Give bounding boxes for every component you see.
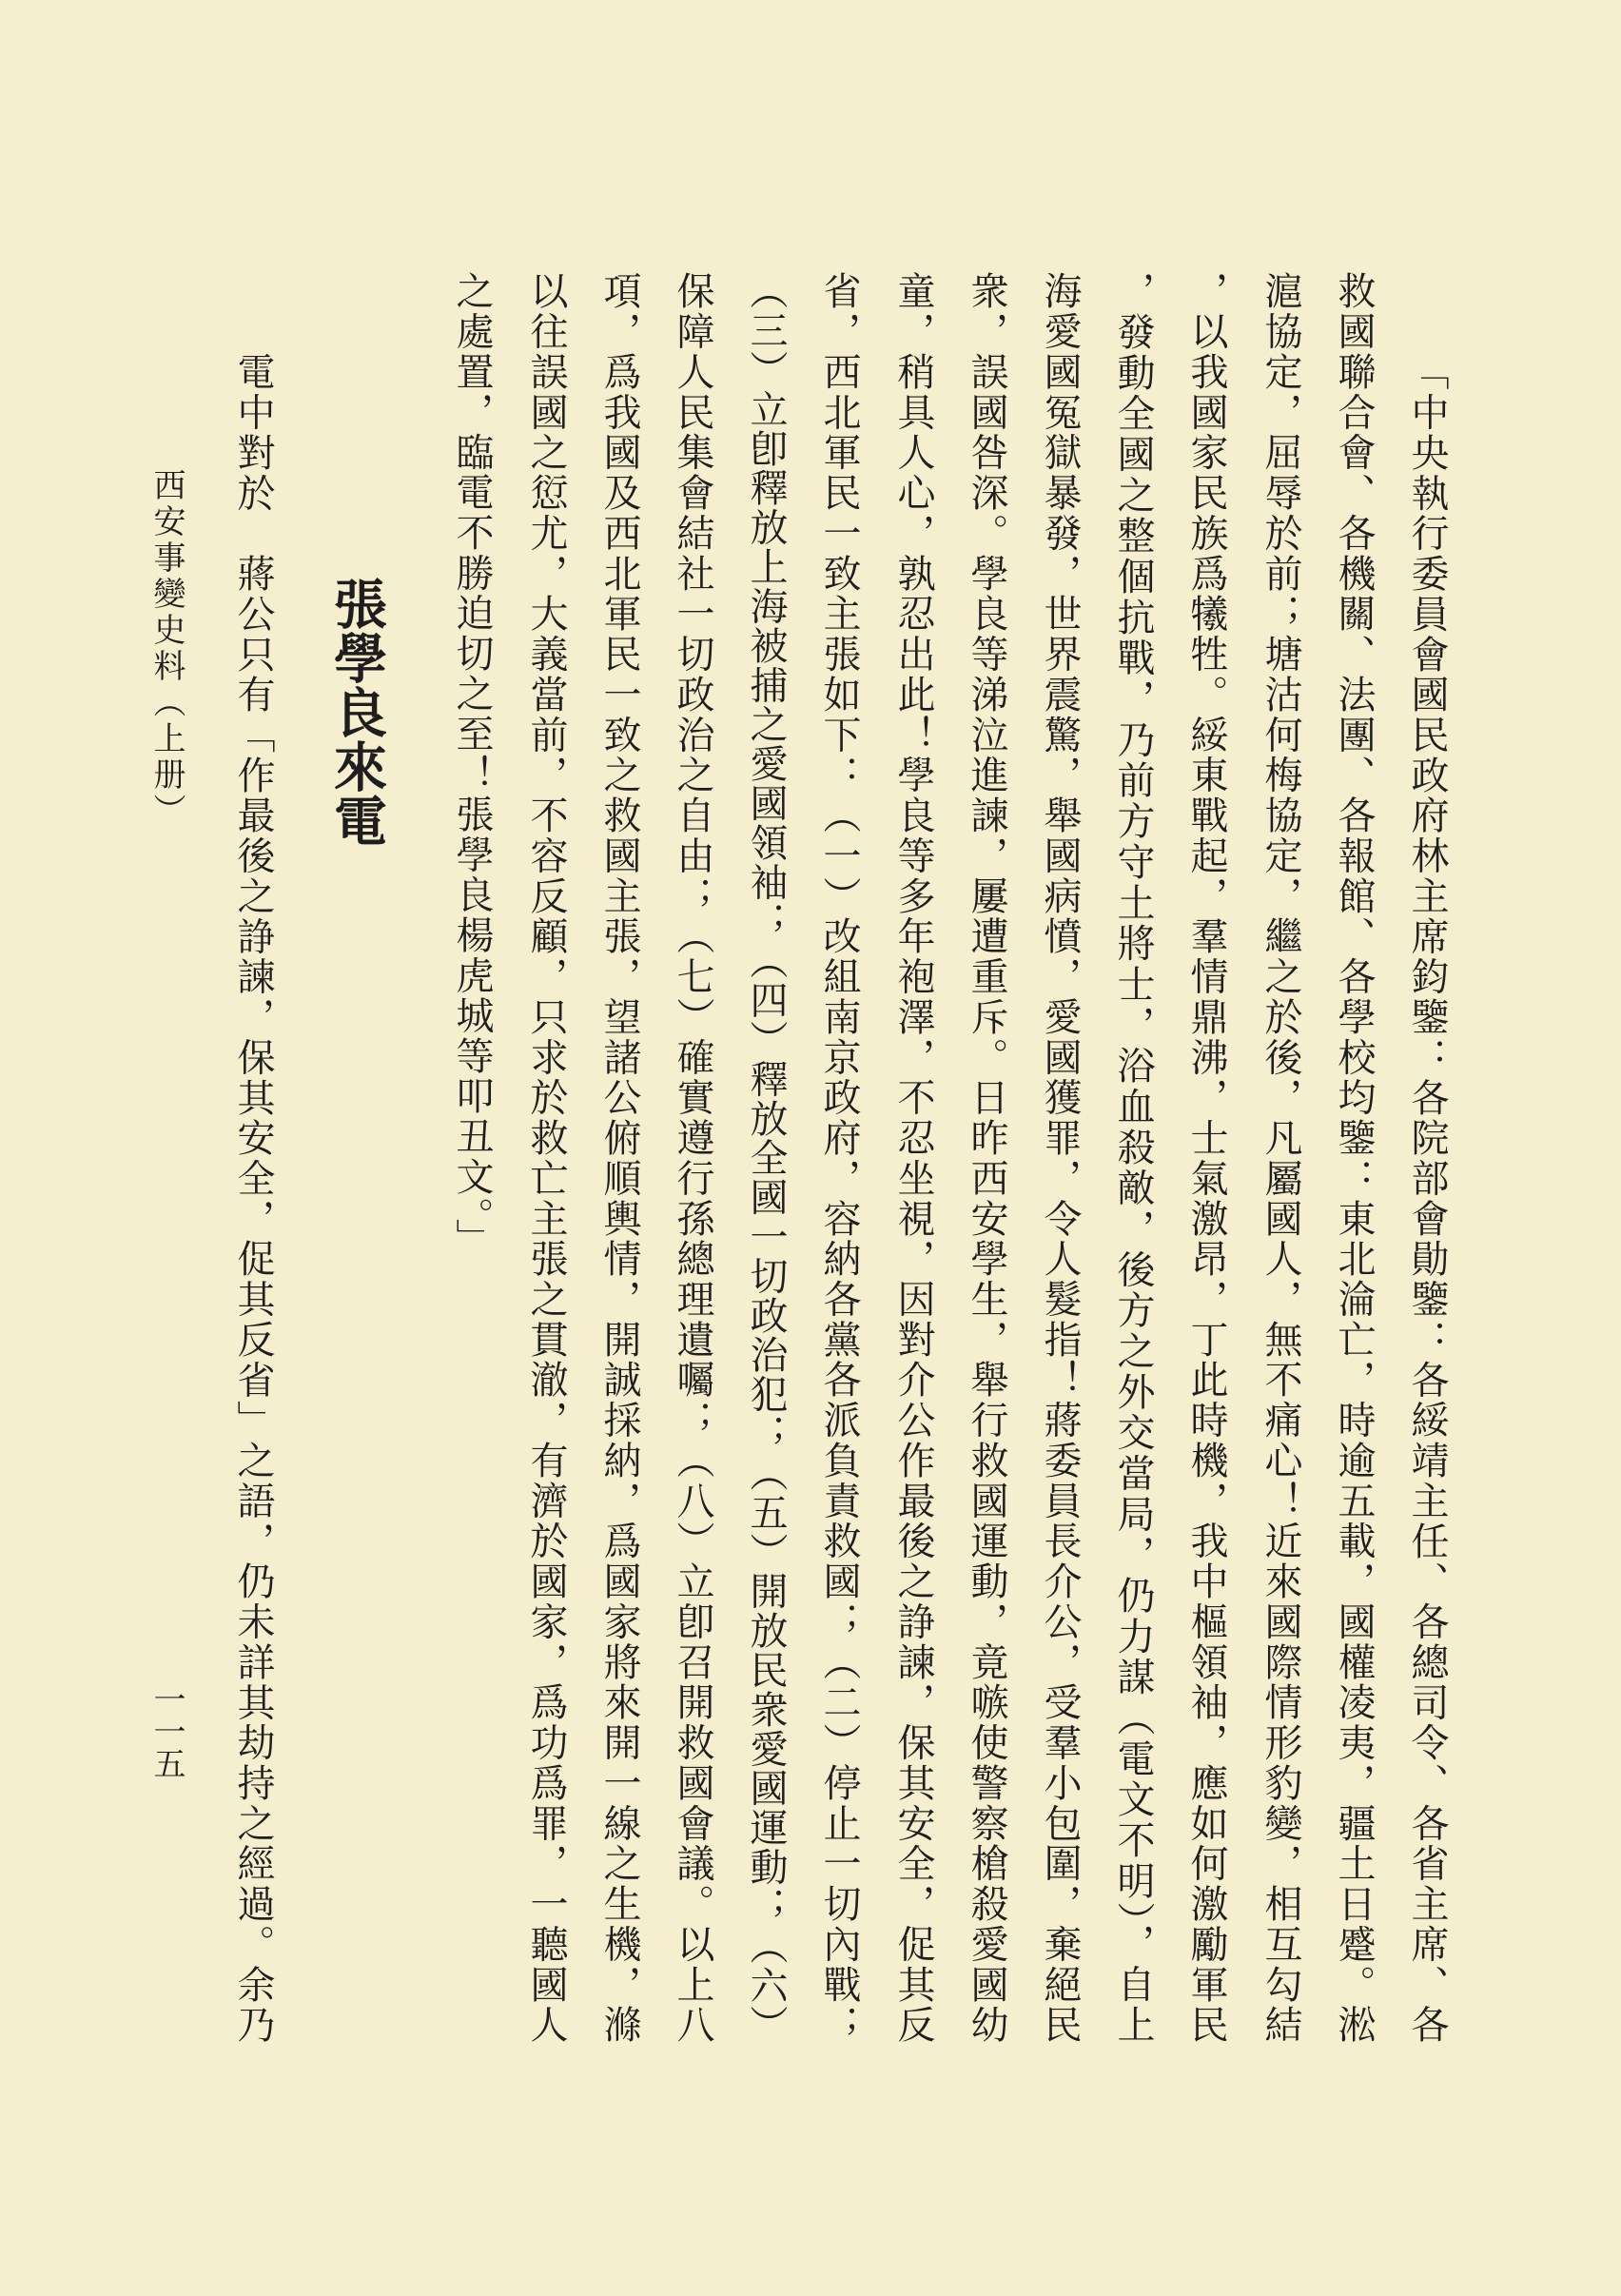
text-column-last: 之處置，臨電不勝迫切之至！張學良楊虎城等叩丑文。」	[450, 271, 494, 1259]
text-column: 以往誤國之愆尤，大義當前，不容反顧，只求於救亡主張之貫澈，有濟於國家，爲功爲罪，一聽國人	[524, 271, 568, 2043]
text-column: ，發動全國之整個抗戰，乃前方守土將士，浴血殺敵，後方之外交當局，仍力謀（電文不明），自上	[1111, 271, 1155, 2043]
text-column: 童，稍具人心，孰忍出此！學良等多年袍澤，不忍坐視，因對介公作最後之諍諫，保其安全，促其反	[891, 271, 935, 2043]
text-column: 保障人民集會結社一切政治之自由；（七）確實遵行孫總理遺囑；（八）立卽召開救國會議。以上八	[671, 271, 714, 2043]
text-column: 救國聯合會、各機關、法團、各報館、各學校均鑒：東北淪亡，時逾五載，國權凌夷，疆土日蹙。淞	[1332, 271, 1376, 2043]
text-column: ，以我國家民族爲犧牲。綏東戰起，羣情鼎沸，士氣激昂，丁此時機，我中樞領袖，應如何激勵軍民	[1184, 271, 1228, 2043]
text-column: 「中央執行委員會國民政府林主席鈞鑒：各院部會勛鑒：各綏靖主任、各總司令、各省主席、各	[1405, 352, 1449, 2043]
text-column: 衆，誤國咎深。學良等涕泣進諫，屢遭重斥。日昨西安學生，舉行救國運動，竟嗾使警察槍殺愛國幼	[965, 271, 1008, 2043]
text-column: 省，西北軍民一致主張如下：（一）改組南京政府，容納各黨各派負責救國；（二）停止一切內戰；	[817, 271, 861, 2043]
text-column: 項，爲我國及西北軍民一致之救國主張，望諸公俯順輿情，開誠採納，爲國家將來開一線之生機，滌	[597, 271, 641, 2043]
text-column: 海愛國冤獄暴發，世界震驚，舉國病憤，愛國獲罪，令人髮指！蔣委員長介公，受羣小包圍，棄絕民	[1038, 271, 1082, 2043]
section-title: 張學良來電	[325, 577, 388, 848]
paragraph-after-title: 電中對於 蔣公只有「作最後之諍諫，保其安全，促其反省」之語，仍未詳其劫持之經過。余乃	[231, 352, 275, 2043]
page-number: 一一五	[147, 1682, 186, 1779]
text-column: 滬協定，屈辱於前；塘沽何梅協定，繼之於後，凡屬國人，無不痛心！近來國際情形豹變，相互勾結	[1259, 271, 1302, 2043]
text-column: （三）立卽釋放上海被捕之愛國領袖；（四）釋放全國一切政治犯；（五）開放民衆愛國運動；（六）	[744, 271, 788, 2043]
running-footer-book-title: 西安事變史料（上册）	[147, 468, 186, 830]
